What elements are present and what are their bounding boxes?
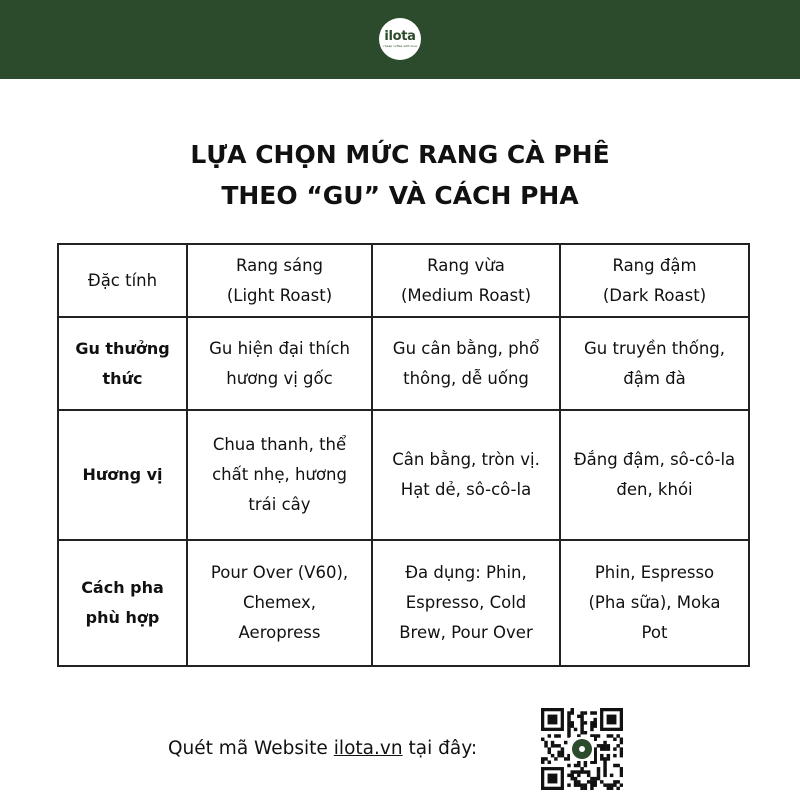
cell-text-line: thức bbox=[102, 368, 143, 388]
header-cell-medium-roast bbox=[372, 244, 560, 317]
cell-text-line: Cân bằng, tròn vị. bbox=[392, 450, 540, 469]
table-cell bbox=[372, 317, 560, 410]
table-cell bbox=[560, 540, 749, 666]
cell-text-line: Gu hiện đại thích bbox=[209, 338, 350, 358]
cell-text-line: (Light Roast) bbox=[226, 285, 333, 305]
title-line-1: LỰA CHỌN MỨC RANG CÀ PHÊ bbox=[190, 140, 610, 169]
qr-logo-mark bbox=[572, 739, 592, 759]
row-label-taste-preference bbox=[58, 317, 187, 410]
table-cell bbox=[372, 540, 560, 666]
cell-text-line: Gu truyền thống, bbox=[583, 338, 725, 358]
row-label-flavor bbox=[58, 410, 187, 540]
row-label-brew-method bbox=[58, 540, 187, 666]
cell-text-line: thông, dễ uống bbox=[403, 368, 529, 388]
table-cell bbox=[560, 410, 749, 540]
cell-text-line: Rang sáng bbox=[235, 255, 324, 275]
website-link[interactable]: ilota.vn bbox=[333, 738, 403, 759]
cell-text-line: Espresso, Cold bbox=[405, 593, 527, 612]
cell-text-line: Đắng đậm, sô-cô-la bbox=[573, 450, 736, 469]
cell-text-line: Phin, Espresso bbox=[594, 563, 715, 582]
cell-text-line: Chua thanh, thể bbox=[212, 435, 347, 454]
header-cell-light-roast bbox=[187, 244, 372, 317]
table-cell bbox=[187, 540, 372, 666]
cell-text-line: Pot bbox=[641, 623, 668, 642]
cell-text-line: chất nhẹ, hương bbox=[212, 465, 347, 484]
header-band bbox=[0, 0, 800, 79]
footer-suffix: tại đây: bbox=[408, 738, 478, 759]
cell-text-line: hương vị gốc bbox=[226, 368, 333, 388]
header-cell-attribute bbox=[58, 244, 187, 317]
cell-text-line: Aeropress bbox=[238, 623, 321, 642]
roast-comparison-table bbox=[57, 243, 750, 667]
table-row bbox=[58, 317, 749, 410]
cell-text-line: trái cây bbox=[248, 495, 311, 514]
cell-text-line: đen, khói bbox=[616, 480, 693, 499]
cell-text-line: Rang vừa bbox=[427, 255, 505, 275]
cell-text-line: đậm đà bbox=[623, 368, 686, 388]
cell-text-line: Hương vị bbox=[82, 465, 163, 484]
table-header-row bbox=[58, 244, 749, 317]
title-line-2: THEO “GU” VÀ CÁCH PHA bbox=[221, 181, 579, 210]
table-row bbox=[58, 410, 749, 540]
cell-text-line: Chemex, bbox=[242, 593, 317, 612]
page-title bbox=[0, 134, 800, 216]
brand-logo[interactable] bbox=[379, 18, 421, 60]
logo-tagline: cheap coffee with love bbox=[383, 44, 417, 48]
cell-text-line: Gu thưởng bbox=[75, 338, 170, 358]
cell-text-line: Đặc tính bbox=[87, 270, 158, 290]
table-cell bbox=[560, 317, 749, 410]
cell-text-line: Cách pha bbox=[81, 578, 164, 597]
qr-code-icon[interactable] bbox=[541, 708, 623, 790]
table-row bbox=[58, 540, 749, 666]
cell-text-line: Rang đậm bbox=[612, 255, 697, 275]
table-cell bbox=[187, 317, 372, 410]
header-cell-dark-roast bbox=[560, 244, 749, 317]
logo-text: ilota bbox=[384, 29, 416, 44]
cell-text-line: (Dark Roast) bbox=[602, 285, 707, 305]
table-cell bbox=[372, 410, 560, 540]
cell-text-line: Hạt dẻ, sô-cô-la bbox=[400, 480, 532, 499]
cell-text-line: Đa dụng: Phin, bbox=[405, 563, 527, 582]
table-cell bbox=[187, 410, 372, 540]
cell-text-line: phù hợp bbox=[85, 608, 160, 627]
cell-text-line: (Pha sữa), Moka bbox=[588, 593, 721, 612]
footer-cta bbox=[168, 734, 477, 764]
footer-prefix: Quét mã Website bbox=[168, 738, 328, 759]
cell-text-line: (Medium Roast) bbox=[400, 285, 532, 305]
cell-text-line: Pour Over (V60), bbox=[210, 563, 349, 582]
qr-center-logo bbox=[570, 737, 594, 761]
cell-text-line: Gu cân bằng, phổ bbox=[392, 338, 540, 358]
cell-text-line: Brew, Pour Over bbox=[399, 623, 533, 642]
